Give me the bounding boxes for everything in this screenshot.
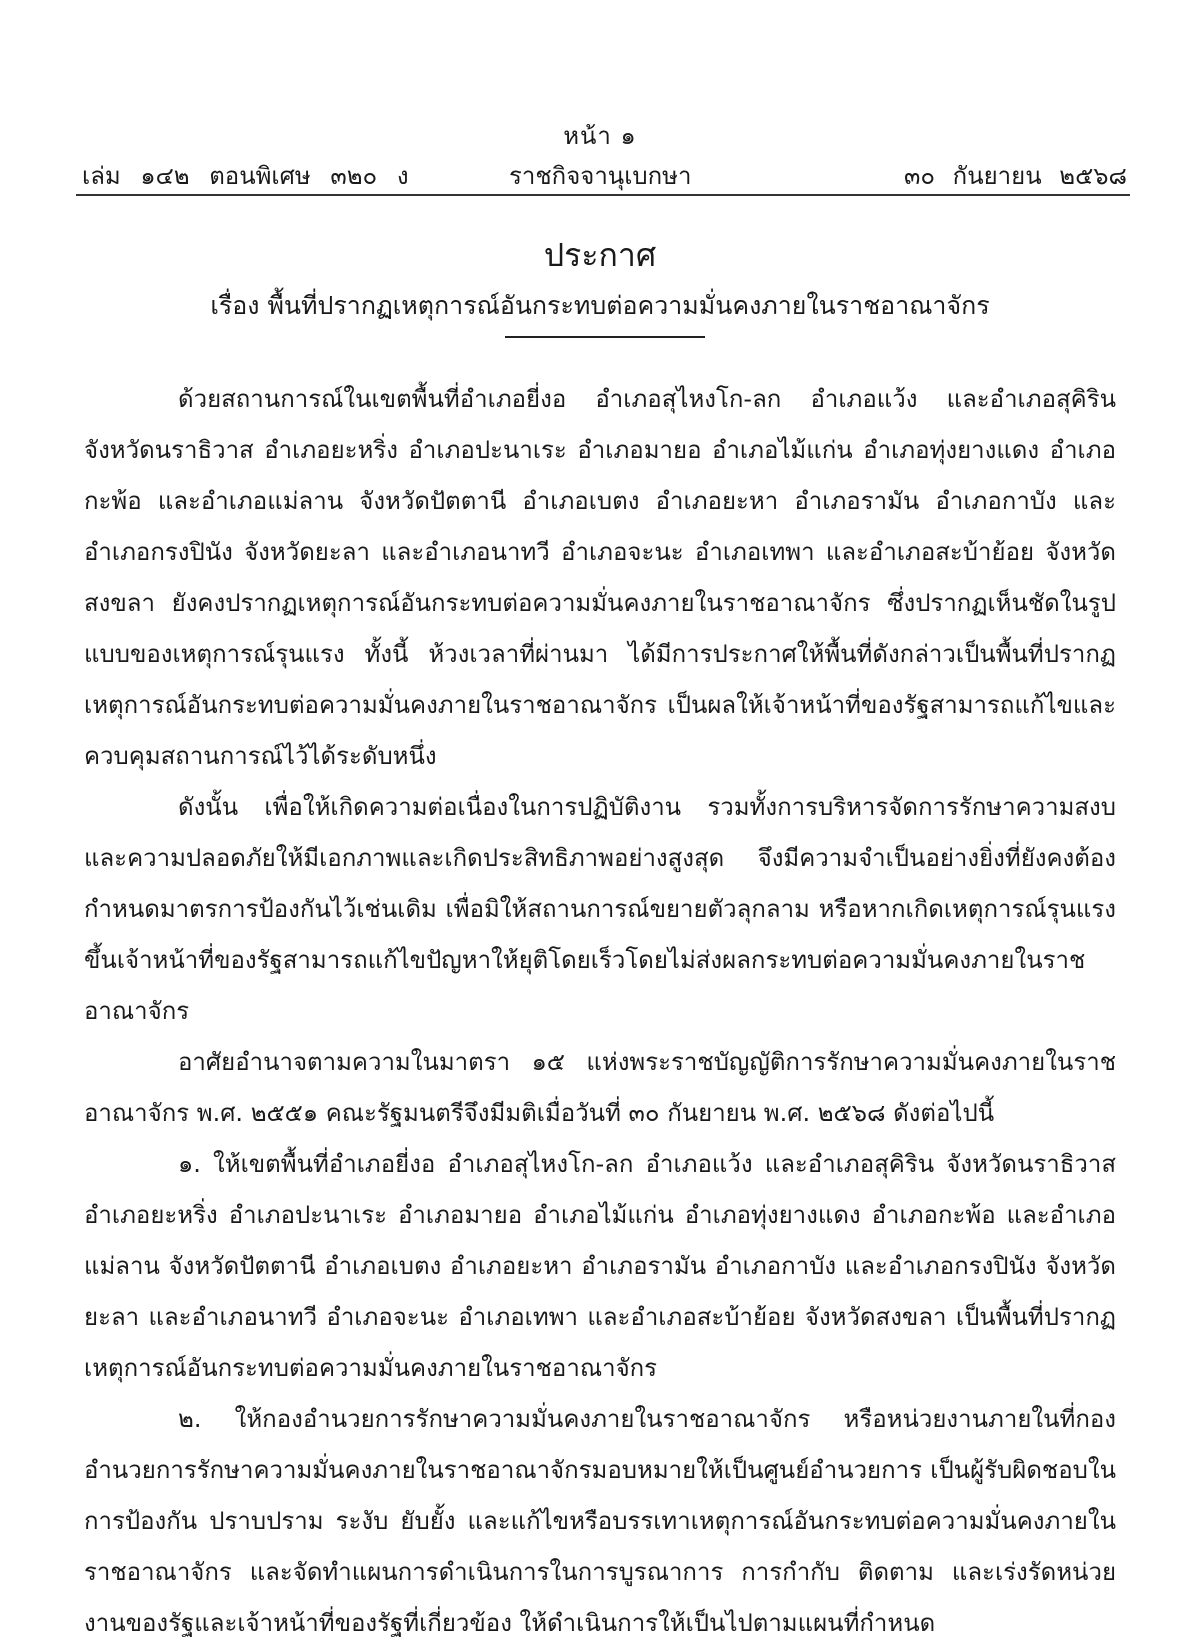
header-divider: [76, 194, 1130, 196]
publication-date: ๓๐ กันยายน ๒๕๖๘: [904, 162, 1127, 190]
paragraph-legal-basis: อาศัยอำนาจตามความในมาตรา ๑๕ แห่งพระราชบัญญัติการรักษาความมั่นคงภายในราชอาณาจักร พ.ศ. ๒๕๕๑ คณะรัฐมนตรีจึงมีมติเมื่อวันที่ ๓๐ กันยายน พ.ศ. ๒๕๖๘ ดังต่อไปนี้: [84, 1048, 1116, 1127]
publication-name: ราชกิจจานุเบกษา: [509, 162, 692, 190]
page-number: หน้า ๑: [563, 122, 637, 150]
title-underline: [505, 336, 705, 338]
document-subject: เรื่อง พื้นที่ปรากฏเหตุการณ์อันกระทบต่อความมั่นคงภายในราชอาณาจักร: [210, 291, 990, 320]
running-header: [82, 156, 1127, 190]
paragraph-clause-2: ๒. ให้กองอำนวยการรักษาความมั่นคงภายในราชอาณาจักร หรือหน่วยงานภายในที่กองอำนวยการรักษาความมั่นคงภายในราชอาณาจักรมอบหมายให้เป็นศูนย์อำนวยการ เป็นผู้รับผิดชอบในการป้องกัน ปราบปราม ระงับ ยับยั้ง และแก้ไขหรือบรรเทาเหตุการณ์อันกระทบต่อความมั่นคงภายในราชอาณาจักร และจัดทำแผนการดำเนินการในการบูรณาการ การกำกับ ติดตาม และเร่งรัดหน่วยงานของรัฐและเจ้าหน้าที่ของรัฐที่เกี่ยวข้อง ให้ดำเนินการให้เป็นไปตามแผนที่กำหนด: [84, 1405, 1116, 1637]
paragraph-preamble: ด้วยสถานการณ์ในเขตพื้นที่อำเภอยี่งอ อำเภอสุไหงโก-ลก อำเภอแว้ง และอำเภอสุคิริน จังหวัดนราธิวาส อำเภอยะหริ่ง อำเภอปะนาเระ อำเภอมายอ อำเภอไม้แก่น อำเภอทุ่งยางแดง อำเภอกะพ้อ และอำเภอแม่ลาน จังหวัดปัตตานี อำเภอเบตง อำเภอยะหา อำเภอรามัน อำเภอกาบัง และอำเภอกรงปินัง จังหวัดยะลา และอำเภอนาทวี อำเภอจะนะ อำเภอเทพา และอำเภอสะบ้าย้อย จังหวัดสงขลา ยังคงปรากฏเหตุการณ์อันกระทบต่อความมั่นคงภายในราชอาณาจักร ซึ่งปรากฏเห็นชัดในรูปแบบของเหตุการณ์รุนแรง ทั้งนี้ ห้วงเวลาที่ผ่านมา ได้มีการประกาศให้พื้นที่ดังกล่าวเป็นพื้นที่ปรากฏเหตุการณ์อันกระทบต่อความมั่นคงภายในราชอาณาจักร เป็นผลให้เจ้าหน้าที่ของรัฐสามารถแก้ไขและควบคุมสถานการณ์ไว้ได้ระดับหนึ่ง: [84, 385, 1116, 770]
paragraph-rationale: ดังนั้น เพื่อให้เกิดความต่อเนื่องในการปฏิบัติงาน รวมทั้งการบริหารจัดการรักษาความสงบและความปลอดภัยให้มีเอกภาพและเกิดประสิทธิภาพอย่างสูงสุด จึงมีความจำเป็นอย่างยิ่งที่ยังคงต้องกำหนดมาตรการป้องกันไว้เช่นเดิม เพื่อมิให้สถานการณ์ขยายตัวลุกลาม หรือหากเกิดเหตุการณ์รุนแรงขึ้นเจ้าหน้าที่ของรัฐสามารถแก้ไขปัญหาให้ยุติโดยเร็วโดยไม่ส่งผลกระทบต่อความมั่นคงภายในราชอาณาจักร: [84, 793, 1116, 1025]
document-body: [84, 374, 1116, 1649]
document-title: ประกาศ: [543, 236, 657, 274]
volume-issue: เล่ม ๑๔๒ ตอนพิเศษ ๓๒๐ ง: [82, 162, 409, 190]
paragraph-clause-1: ๑. ให้เขตพื้นที่อำเภอยี่งอ อำเภอสุไหงโก-ลก อำเภอแว้ง และอำเภอสุคิริน จังหวัดนราธิวาส อำเภอยะหริ่ง อำเภอปะนาเระ อำเภอมายอ อำเภอไม้แก่น อำเภอทุ่งยางแดง อำเภอกะพ้อ และอำเภอแม่ลาน จังหวัดปัตตานี อำเภอเบตง อำเภอยะหา อำเภอรามัน อำเภอกาบัง และอำเภอกรงปินัง จังหวัดยะลา และอำเภอนาทวี อำเภอจะนะ อำเภอเทพา และอำเภอสะบ้าย้อย จังหวัดสงขลา เป็นพื้นที่ปรากฏเหตุการณ์อันกระทบต่อความมั่นคงภายในราชอาณาจักร: [84, 1150, 1116, 1382]
